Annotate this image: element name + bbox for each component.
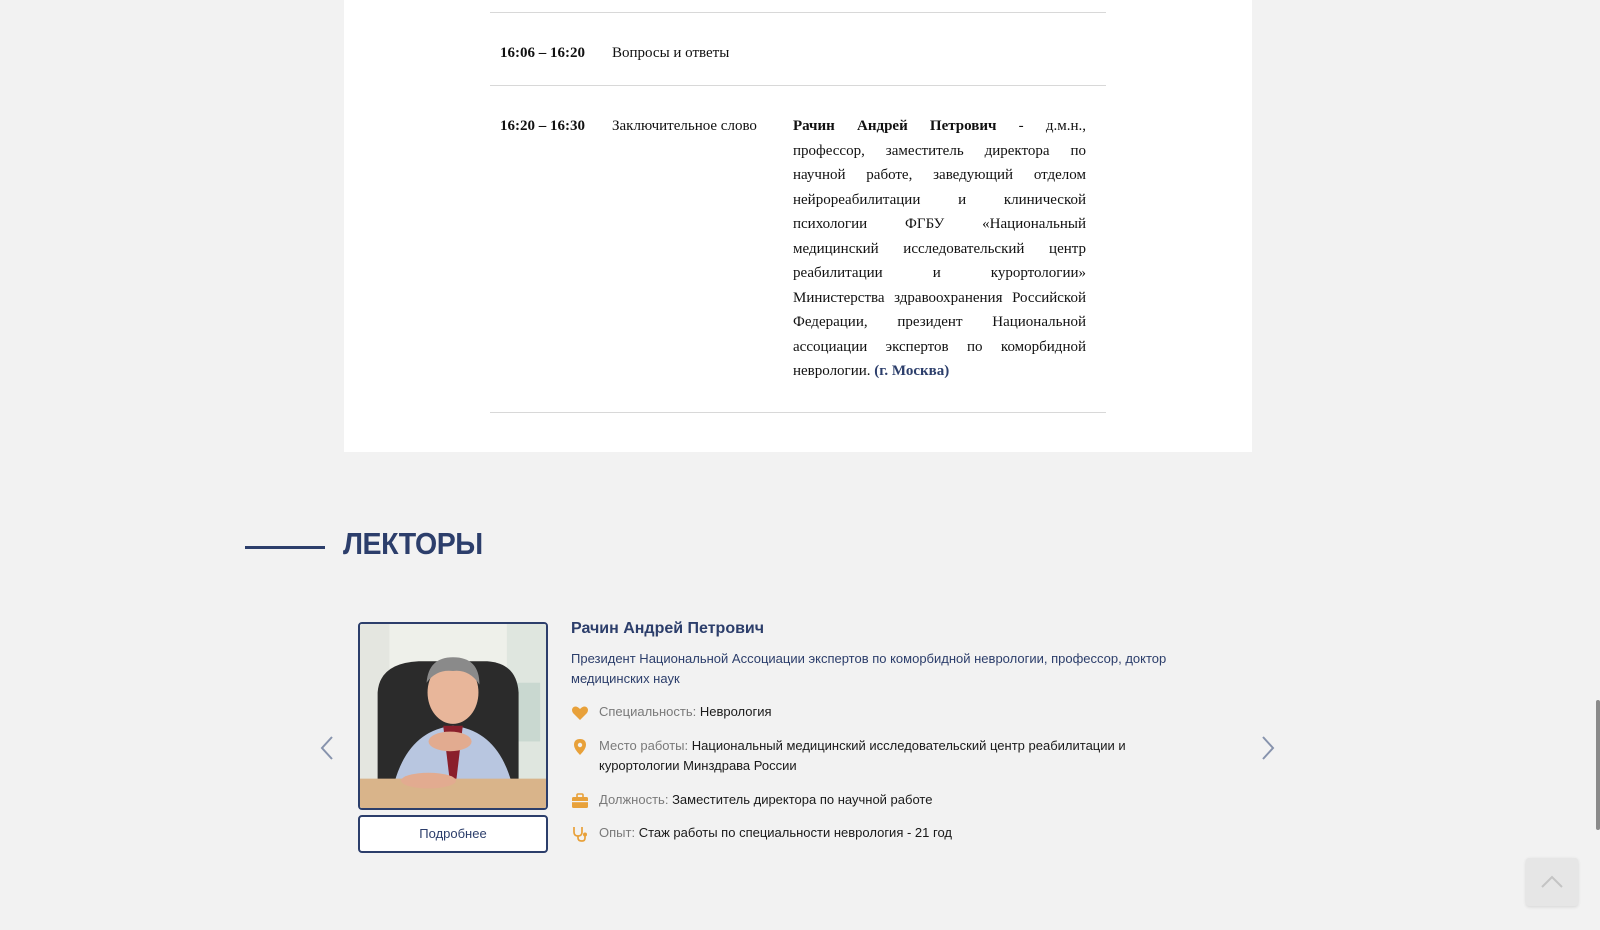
work-label: Место работы: bbox=[599, 738, 689, 753]
page-scrollbar[interactable] bbox=[1596, 700, 1600, 830]
program-table bbox=[490, 12, 1106, 413]
chevron-up-icon bbox=[1526, 858, 1578, 906]
row-speaker bbox=[793, 41, 1086, 85]
row-time: 16:20 – 16:30 bbox=[500, 118, 585, 134]
section-title: ЛЕКТОРЫ bbox=[343, 526, 483, 561]
heart-icon bbox=[571, 704, 589, 722]
position-info bbox=[571, 790, 1131, 810]
experience-info bbox=[571, 823, 1131, 843]
experience-value: Стаж работы по специальности неврология - 21 год bbox=[638, 825, 952, 840]
section-title-line bbox=[245, 546, 325, 549]
carousel-next-button[interactable] bbox=[1258, 734, 1278, 762]
position-value: Заместитель директора по научной работе bbox=[672, 792, 933, 807]
row-topic: Вопросы и ответы bbox=[612, 45, 730, 61]
program-card bbox=[344, 0, 1252, 452]
speaker-city: (г. Москва) bbox=[874, 363, 950, 379]
work-info bbox=[571, 736, 1131, 776]
specialty-value: Неврология bbox=[699, 704, 772, 719]
location-pin-icon bbox=[571, 738, 589, 756]
briefcase-icon bbox=[571, 792, 589, 810]
lecturer-photo[interactable] bbox=[358, 622, 548, 810]
experience-label: Опыт: bbox=[599, 825, 636, 840]
row-time: 16:06 – 16:20 bbox=[500, 45, 585, 61]
speaker-description: - д.м.н., профессор, заместитель директора по научной работе, заведующий отделом нейрореабилитации и клинической психологии ФГБУ «Национальный медицинский исследовательский центр реабилитации и курортологии» Министерства здравоохранения Российской Федерации, президент Национальной ассоциации экспертов по коморбидной неврологии. bbox=[793, 118, 1086, 379]
lecturer-title: Президент Национальной Ассоциации экспертов по коморбидной неврологии, профессор, доктор медицинских наук bbox=[571, 651, 1167, 686]
row-speaker bbox=[793, 114, 1086, 384]
position-label: Должность: bbox=[599, 792, 669, 807]
carousel-prev-button[interactable] bbox=[317, 734, 337, 762]
chevron-right-icon bbox=[1258, 734, 1278, 762]
work-value: Национальный медицинский исследовательский центр реабилитации и курортологии Минздрава России bbox=[599, 738, 1126, 773]
row-topic: Заключительное слово bbox=[612, 118, 757, 134]
stethoscope-icon bbox=[571, 825, 589, 843]
program-row bbox=[490, 85, 1106, 413]
scroll-to-top-button[interactable] bbox=[1526, 858, 1578, 906]
chevron-left-icon bbox=[317, 734, 337, 762]
more-button[interactable]: Подробнее bbox=[358, 815, 548, 853]
lecturer-name[interactable]: Рачин Андрей Петрович bbox=[571, 620, 765, 637]
program-row bbox=[490, 12, 1106, 85]
speaker-name: Рачин Андрей Петрович bbox=[793, 118, 997, 134]
specialty-info bbox=[571, 702, 1131, 722]
specialty-label: Специальность: bbox=[599, 704, 697, 719]
lecturer-portrait bbox=[360, 624, 546, 808]
